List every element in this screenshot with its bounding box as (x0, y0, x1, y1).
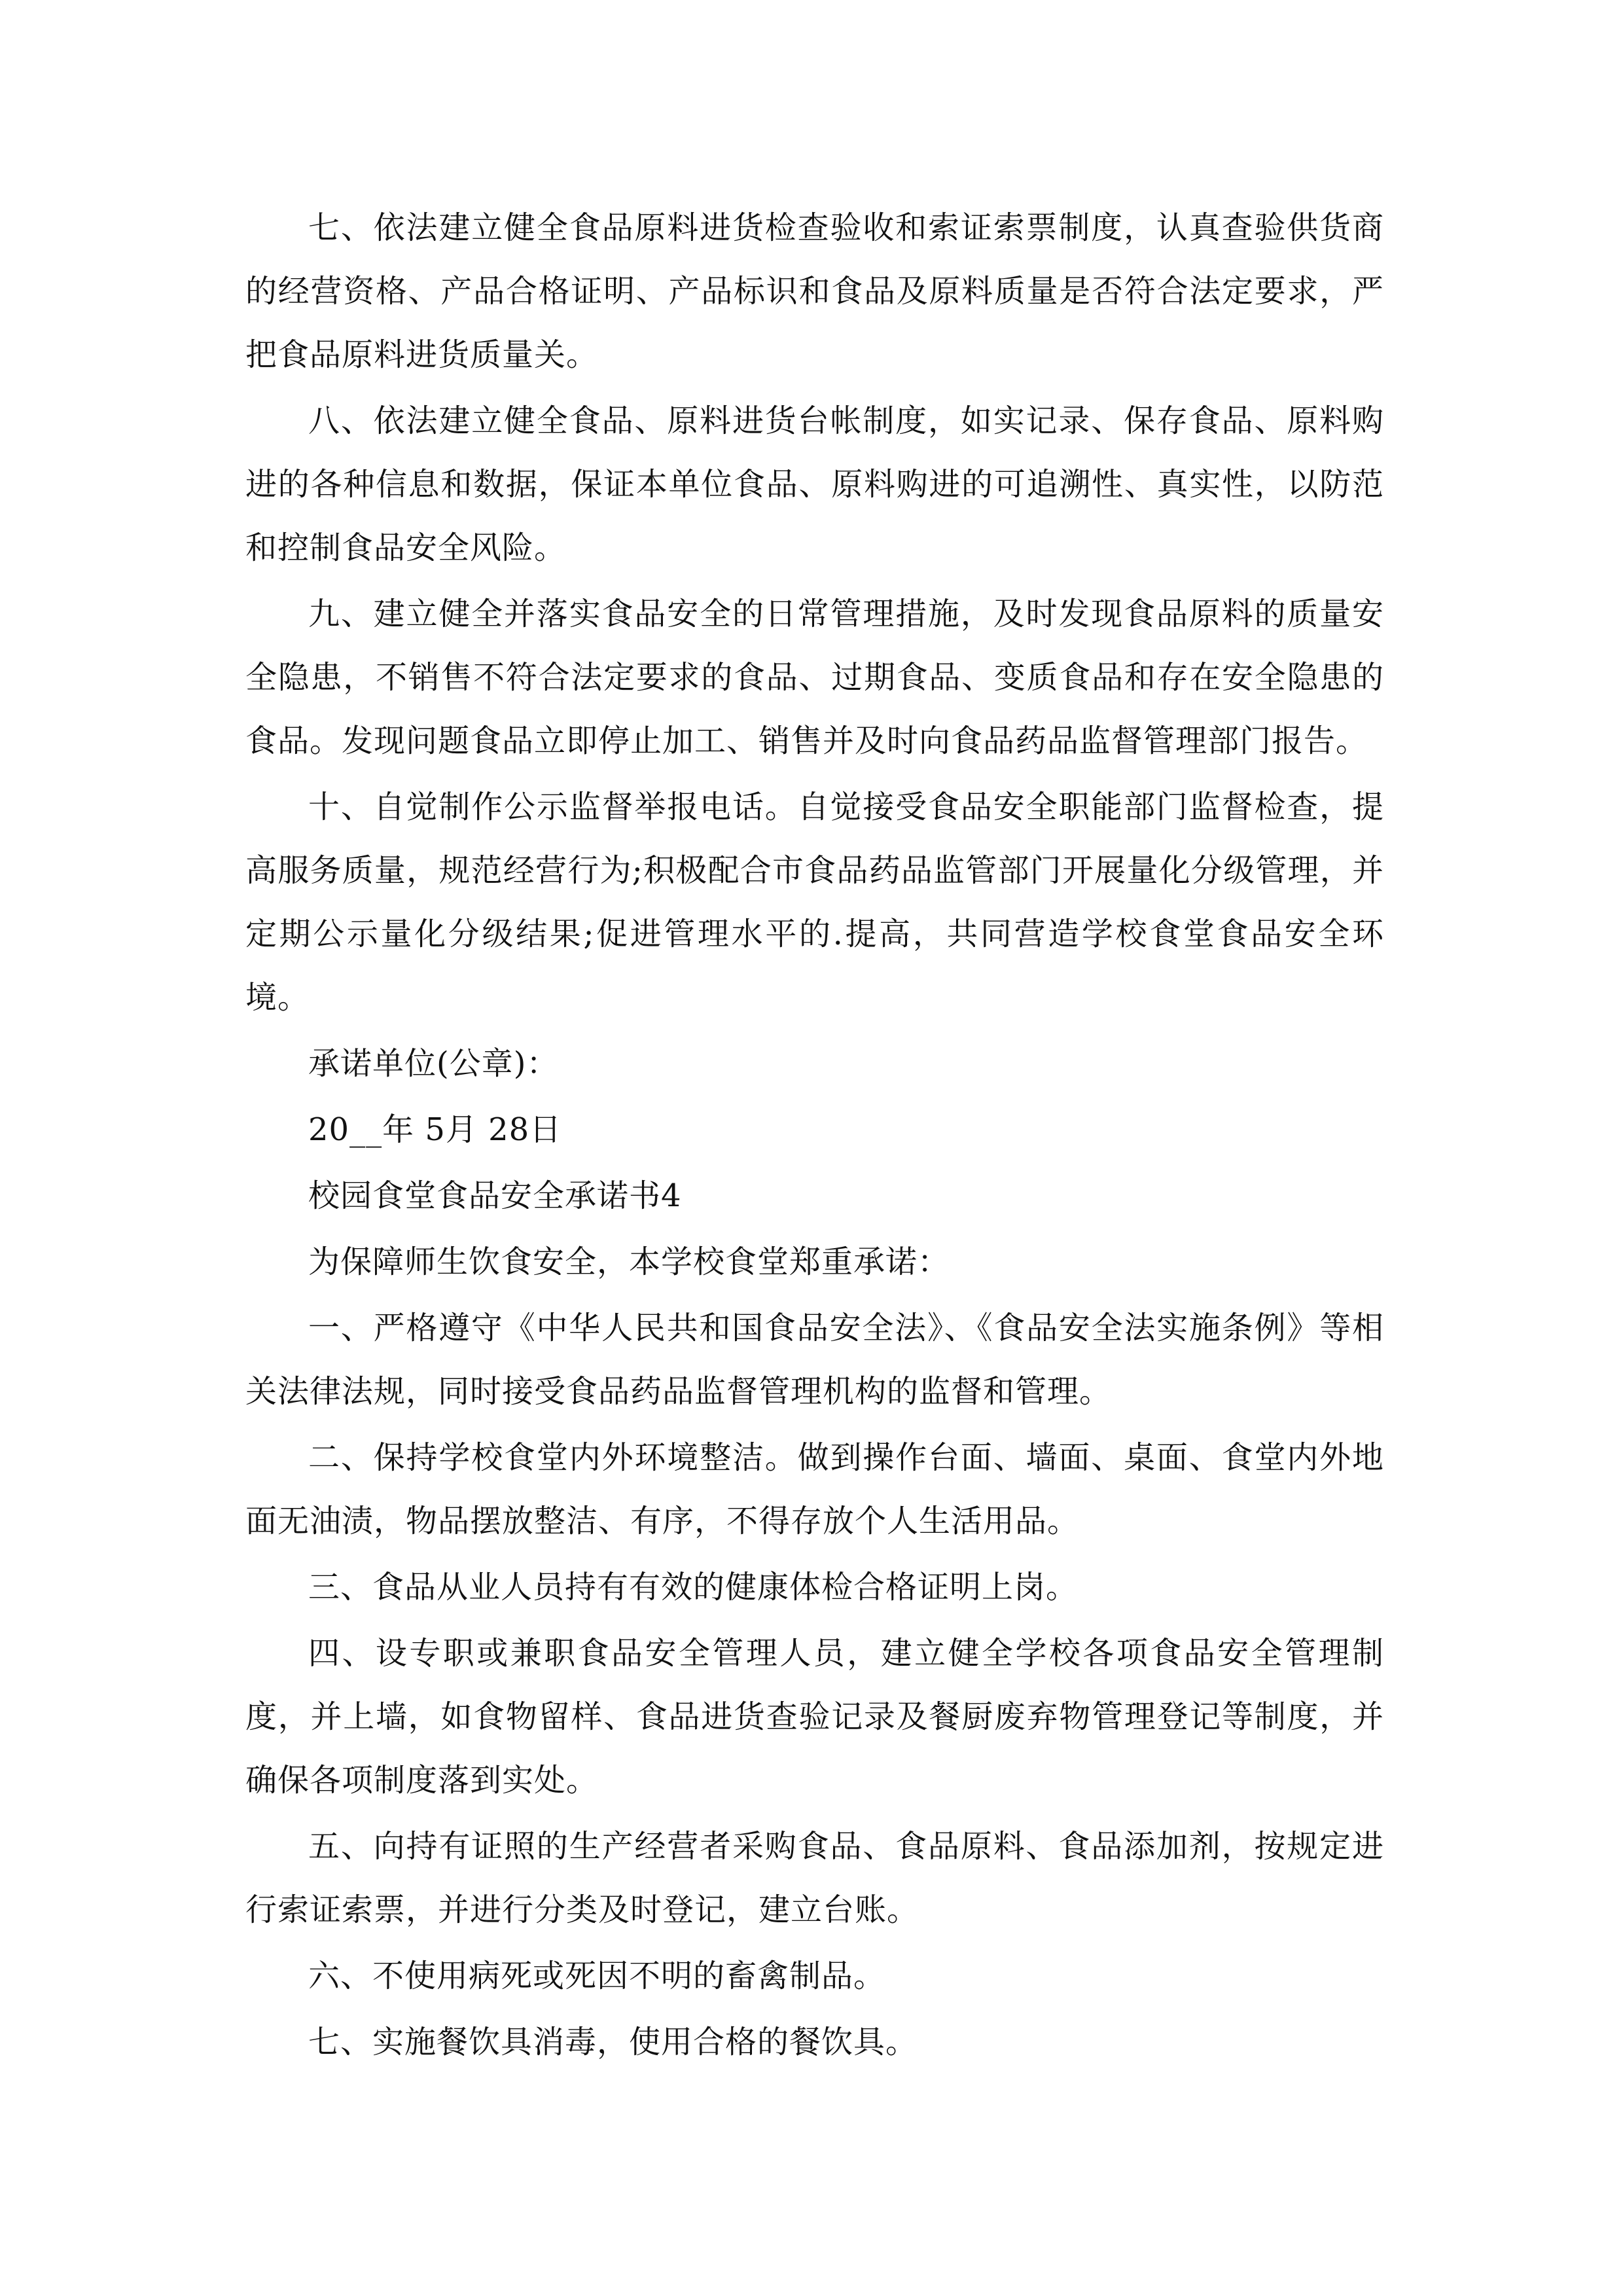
commitment-item-6: 六、不使用病死或死因不明的畜禽制品。 (308, 1958, 886, 1994)
paragraph-item-9: 九、建立健全并落实食品安全的日常管理措施，及时发现食品原料的质量安全隐患，不销售不符合法定要求的食品、过期食品、变质食品和存在安全隐患的食品。发现问题食品立即停止加工、销售并及时向食品药品监督管理部门报告。 (245, 596, 1384, 759)
document-body (245, 196, 1384, 2077)
paragraph-item-8: 八、依法建立健全食品、原料进货台帐制度，如实记录、保存食品、原料购进的各种信息和数据，保证本单位食品、原料购进的可追溯性、真实性，以防范和控制食品安全风险。 (245, 403, 1384, 566)
commitment-item-3: 三、食品从业人员持有有效的健康体检合格证明上岗。 (308, 1569, 1079, 1605)
signature-date: 20__年 5月 28日 (308, 1111, 562, 1148)
commitment-item-1: 一、严格遵守《中华人民共和国食品安全法》、《食品安全法实施条例》等相关法律法规，同时接受食品药品监督管理机构的监督和管理。 (245, 1310, 1384, 1410)
paragraph-item-7: 七、依法建立健全食品原料进货检查验收和索证索票制度，认真查验供货商的经营资格、产品合格证明、产品标识和食品及原料质量是否符合法定要求，严把食品原料进货质量关。 (245, 209, 1384, 373)
commitment-item-5: 五、向持有证照的生产经营者采购食品、食品原料、食品添加剂，按规定进行索证索票，并进行分类及时登记，建立台账。 (245, 1828, 1384, 1928)
commitment-item-4: 四、设专职或兼职食品安全管理人员，建立健全学校各项食品安全管理制度，并上墙，如食物留样、食品进货查验记录及餐厨废弃物管理登记等制度，并确保各项制度落到实处。 (245, 1635, 1384, 1799)
intro-paragraph: 为保障师生饮食安全，本学校食堂郑重承诺： (308, 1244, 950, 1280)
commitment-item-2: 二、保持学校食堂内外环境整洁。做到操作台面、墙面、桌面、食堂内外地面无油渍，物品摆放整洁、有序，不得存放个人生活用品。 (245, 1439, 1384, 1539)
signature-unit: 承诺单位(公章)： (308, 1045, 559, 1082)
section-title: 校园食堂食品安全承诺书4 (308, 1177, 682, 1214)
paragraph-item-10: 十、自觉制作公示监督举报电话。自觉接受食品安全职能部门监督检查，提高服务质量，规范经营行为;积极配合市食品药品监管部门开展量化分级管理，并定期公示量化分级结果;促进管理水平的.提高，共同营造学校食堂食品安全环境。 (245, 789, 1384, 1016)
commitment-item-7: 七、实施餐饮具消毒，使用合格的餐饮具。 (308, 2024, 918, 2060)
